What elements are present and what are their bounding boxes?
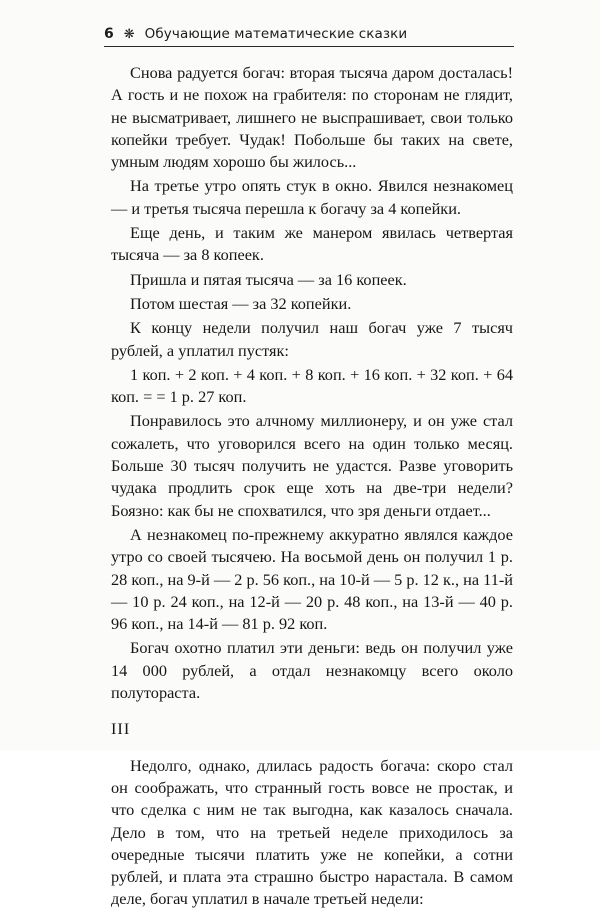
text-body bbox=[111, 62, 513, 913]
paragraph: А незнакомец по-прежнему аккуратно являлся каждое утро со своей тысячею. На восьмой день он получил 1 р. 28 коп., на 9-й — 2 р. 56 коп., на 10-й — 5 р. 12 к., на 11-й — 10 р. 24 коп., на 12-й — 20 р. 48 коп., на 13-й — 40 р. 96 коп., на 14-й — 81 р. 92 коп. bbox=[111, 524, 513, 634]
paragraph: К концу недели получил наш богач уже 7 тысяч рублей, а уплатил пустяк: bbox=[111, 318, 513, 360]
paragraph: Снова радуется богач: вторая тысяча даром досталась! А гость и не похож на грабителя: по сторонам не глядит, не высматривает, лишнего не выспрашивает, свои только копейки требует. Чудак! Побольше бы таких на свете, умным людям хорошо бы жилось... bbox=[111, 63, 513, 172]
ornament-icon: ❋ bbox=[123, 26, 135, 42]
paragraph: Богач охотно платил эти деньги: ведь он получил уже 14 000 рублей, а отдал незнакомцу всего около полутораста. bbox=[111, 638, 513, 703]
formula-paragraph: 1 коп. + 2 коп. + 4 коп. + 8 коп. + 16 коп. + 32 коп. + 64 коп. = = 1 р. 27 коп. bbox=[111, 364, 513, 407]
paragraph: Недолго, однако, длилась радость богача: скоро стал он соображать, что странный гость вовсе не простак, и что сделка с ним не так выгодна, как казалось сначала. Дело в том, что на третьей неделе приходилось за очередные тысячи платить уже не копейки, а сотни рублей, и плата эта страшно быстро нарастала. В самом деле, богач уплатил в начале третьей недели: bbox=[111, 755, 513, 909]
header-divider bbox=[104, 46, 514, 47]
paragraph: Пришла и пятая тысяча — за 16 копеек. bbox=[130, 269, 407, 289]
book-title: Обучающие математические сказки bbox=[144, 26, 408, 42]
paragraph: Потом шестая — за 32 копейки. bbox=[130, 293, 352, 313]
paragraph: Понравилось это алчному миллионеру, и он уже стал сожалеть, что уговорился всего на один только месяц. Больше 30 тысяч получить не удастся. Разве уговорить чудака продлить срок еще хоть на две-три недели? Боязно: как бы не спохватился, что зря деньги отдает... bbox=[111, 411, 513, 520]
section-heading: III bbox=[111, 719, 131, 739]
paragraph: На третье утро опять стук в окно. Явился незнакомец — и третья тысяча перешла к богачу за 4 копейки. bbox=[111, 176, 513, 218]
page-number: 6 bbox=[104, 26, 114, 42]
paragraph: Еще день, и таким же манером явилась четвертая тысяча — за 8 копеек. bbox=[111, 223, 513, 265]
running-header bbox=[104, 22, 504, 46]
